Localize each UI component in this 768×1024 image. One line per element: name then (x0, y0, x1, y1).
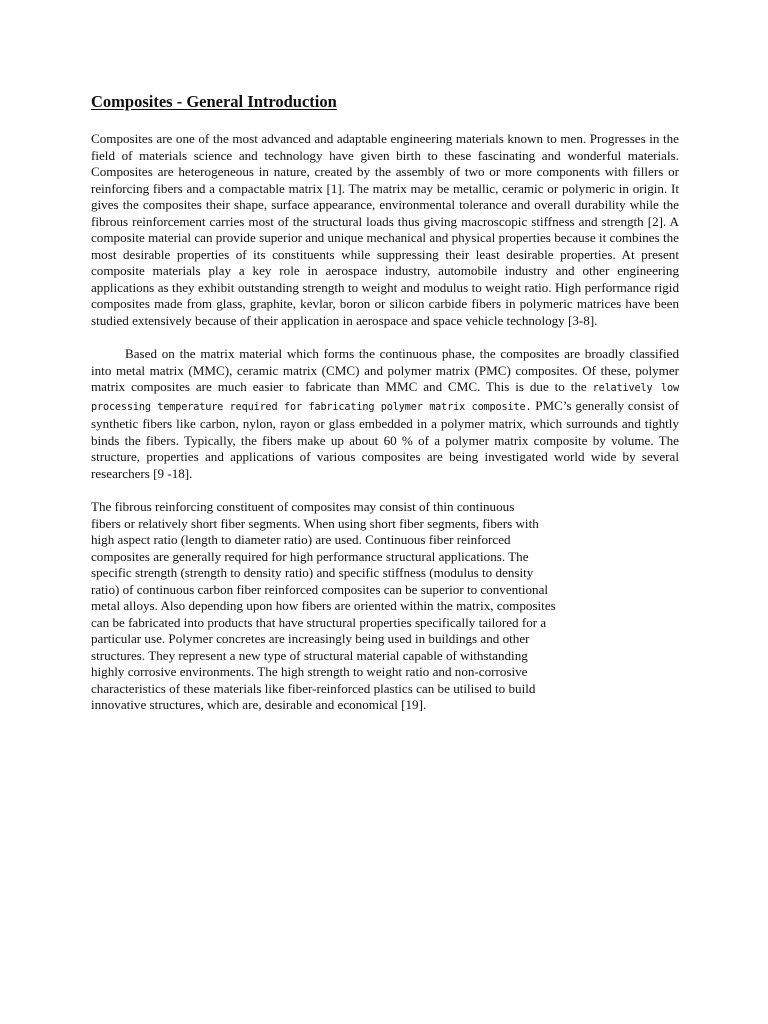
paragraph-line: The fibrous reinforcing constituent of composites may consist of thin continuous (91, 499, 515, 514)
paragraph-line: ratio) of continuous carbon fiber reinforced composites can be superior to conventional (91, 581, 549, 597)
paragraph-line: fibers or relatively short fiber segments. When using short fiber segments, fibers with (91, 515, 539, 531)
paragraph-matrix-text-a: Based on the matrix material which forms the continuous phase, the composites are broadly classified into metal matrix (MMC), ceramic matrix (CMC) and polymer matrix (PMC) composites. Of these, polymer matrix composites are much easier to fabricate than MMC and CMC. This is due to the (91, 346, 679, 394)
paragraph-line: innovative structures, which are, desirable and economical [19]. (91, 697, 427, 712)
paragraph-fibrous-reinforcement (91, 499, 581, 714)
paragraph-line: structures. They represent a new type of structural material capable of withstanding (91, 647, 528, 663)
paragraph-matrix-mono-text: relatively low processing temperature required for fabricating polymer matrix composite. (91, 383, 679, 413)
paragraph-line: specific strength (strength to density ratio) and specific stiffness (modulus to density (91, 565, 534, 580)
paragraph-line: particular use. Polymer concretes are increasingly being used in buildings and other (91, 631, 530, 646)
paragraph-introduction: Composites are one of the most advanced and adaptable engineering materials known to men. Progresses in the field of materials science and technology have given birth to these fascinating and wonderful materials. Composites are heterogeneous in nature, created by the assembly of two or more components with fillers or reinforcing fibers and a compactable matrix [1]. The matrix may be metallic, ceramic or polymeric in origin. It gives the composites their shape, surface appearance, environmental tolerance and overall durability while the fibrous reinforcement carries most of the structural loads thus giving macroscopic stiffness and strength [2]. A composite material can provide superior and unique mechanical and physical properties because it combines the most desirable properties of its constituents while suppressing their least desirable properties. At present composite materials play a key role in aerospace industry, automobile industry and other engineering applications as they exhibit outstanding strength to weight and modulus to weight ratio. High performance rigid composites made from glass, graphite, kevlar, boron or silicon carbide fibers in polymeric matrices have been studied extensively because of their application in aerospace and space vehicle technology [3-8]. (91, 131, 679, 328)
paragraph-line: metal alloys. Also depending upon how fibers are oriented within the matrix, composites (91, 598, 556, 613)
paragraph-matrix-text-b: PMC’s generally consist of synthetic fibers like carbon, nylon, rayon or glass embedded in a polymer matrix, which surrounds and tightly binds the fibers. Typically, the fibers make up about 60 % of a polymer matrix composite by volume. The structure, properties and applications of various composites are being investigated world wide by several researchers [9 -18]. (91, 397, 679, 481)
paragraph-line: can be fabricated into products that have structural properties specifically tailored for a (91, 614, 547, 630)
paragraph-matrix-classification (91, 346, 679, 482)
paragraph-line: high aspect ratio (length to diameter ratio) are used. Continuous fiber reinforced (91, 532, 511, 547)
document-page (91, 92, 679, 714)
page-title: Composites - General Introduction (91, 92, 337, 111)
paragraph-line: highly corrosive environments. The high strength to weight ratio and non-corrosive (91, 664, 528, 679)
paragraph-line: composites are generally required for high performance structural applications. The (91, 548, 529, 564)
paragraph-line: characteristics of these materials like fiber-reinforced plastics can be utilised to build (91, 680, 536, 696)
